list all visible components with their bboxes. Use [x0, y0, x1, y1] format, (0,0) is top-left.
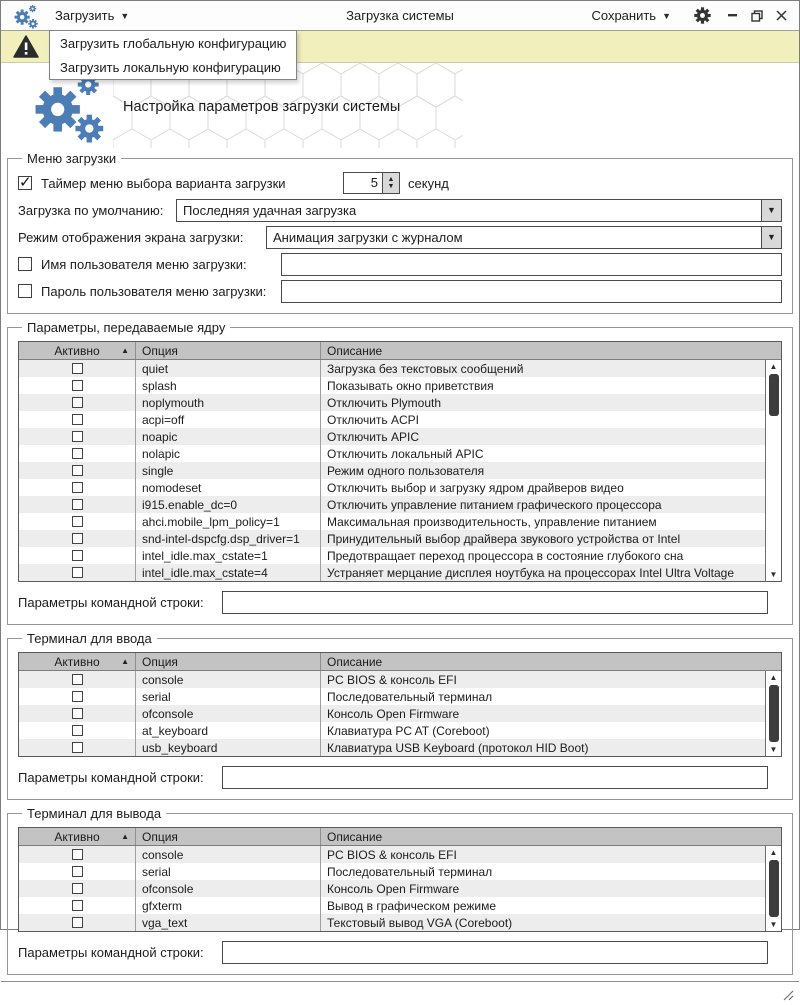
table-row[interactable] [19, 897, 765, 914]
description-cell: Отключить выбор и загрузку ядром драйверов видео [327, 480, 624, 495]
description-cell: Устраняет мерцание дисплея ноутбука на процессорах Intel Ultra Voltage [327, 565, 734, 580]
timer-label: Таймер меню выбора варианта загрузки [41, 175, 286, 191]
default-boot-value: Последняя удачная загрузка [183, 202, 357, 218]
row-active-checkbox[interactable] [72, 499, 83, 510]
table-row[interactable] [19, 880, 765, 897]
password-row [18, 278, 782, 304]
load-menu-label: Загрузить [55, 8, 115, 23]
description-cell: PC BIOS & консоль EFI [327, 672, 457, 687]
row-active-checkbox[interactable] [72, 708, 83, 719]
sort-asc-icon: ▲ [121, 832, 129, 841]
column-header-option[interactable]: Опция [136, 828, 321, 845]
scrollbar-thumb[interactable] [769, 374, 779, 416]
table-header [19, 653, 781, 671]
option-cell: vga_text [136, 914, 321, 931]
row-active-checkbox[interactable] [72, 917, 83, 928]
table-header [19, 342, 781, 360]
output-terminal-cmdline-row [18, 938, 782, 966]
row-active-checkbox[interactable] [72, 567, 83, 578]
table-row[interactable] [19, 394, 765, 411]
column-header-description[interactable]: Описание [327, 343, 383, 358]
option-cell: console [136, 846, 321, 863]
description-cell: Отключить ACPI [327, 412, 419, 427]
row-active-checkbox[interactable] [72, 516, 83, 527]
banner-title: Настройка параметров загрузки системы [123, 99, 401, 115]
password-checkbox[interactable] [18, 284, 32, 298]
option-cell: nolapic [136, 445, 321, 462]
scroll-up-icon[interactable]: ▲ [769, 848, 778, 857]
menubar [1, 1, 799, 31]
username-row [18, 251, 782, 277]
table-row[interactable] [19, 496, 765, 513]
row-active-checkbox[interactable] [72, 448, 83, 459]
row-active-checkbox[interactable] [72, 465, 83, 476]
username-input[interactable] [281, 253, 782, 276]
table-row[interactable] [19, 863, 765, 880]
table-row[interactable] [19, 705, 765, 722]
sort-asc-icon: ▲ [121, 346, 129, 355]
output-terminal-table [18, 827, 782, 932]
vertical-scrollbar[interactable] [765, 671, 781, 756]
column-header-active[interactable]: Активно ▲ [19, 653, 136, 670]
description-cell: Консоль Open Firmware [327, 706, 460, 721]
table-row[interactable] [19, 462, 765, 479]
banner-gears-icon [27, 71, 111, 141]
save-menu-label: Сохранить [591, 8, 657, 23]
warning-icon [13, 35, 39, 59]
scrollbar-thumb[interactable] [769, 685, 779, 742]
option-cell: noplymouth [136, 394, 321, 411]
description-cell: Принудительный выбор драйвера звукового устройства от Intel [327, 531, 681, 546]
column-header-active[interactable]: Активно ▲ [19, 828, 136, 845]
row-active-checkbox[interactable] [72, 363, 83, 374]
maximize-button[interactable] [747, 6, 767, 26]
timer-value: 5 [344, 173, 382, 193]
output-terminal-cmdline-input[interactable] [222, 941, 768, 964]
load-dropdown-menu [49, 30, 297, 80]
table-row[interactable] [19, 428, 765, 445]
scroll-down-icon[interactable]: ▼ [769, 745, 778, 754]
kernel-cmdline-row [18, 588, 782, 616]
description-cell: Последовательный терминал [327, 864, 493, 879]
default-boot-row [18, 197, 782, 223]
kernel-params-legend: Параметры, передаваемые ядру [27, 320, 226, 335]
menu-item-load-global-config[interactable]: Загрузить глобальную конфигурацию [60, 35, 287, 51]
option-cell: acpi=off [136, 411, 321, 428]
row-active-checkbox[interactable] [72, 533, 83, 544]
column-header-option[interactable]: Опция [136, 342, 321, 359]
option-cell: intel_idle.max_cstate=1 [136, 547, 321, 564]
row-active-checkbox[interactable] [72, 849, 83, 860]
option-cell: serial [136, 688, 321, 705]
display-mode-row [18, 224, 782, 250]
settings-gear-button[interactable] [691, 5, 713, 27]
table-row[interactable] [19, 445, 765, 462]
option-cell: ofconsole [136, 880, 321, 897]
option-cell: snd-intel-dspcfg.dsp_driver=1 [136, 530, 321, 547]
input-terminal-table-body [19, 671, 781, 756]
scroll-down-icon[interactable]: ▼ [769, 920, 778, 929]
save-menu-button[interactable] [581, 8, 681, 23]
main-content [1, 148, 799, 981]
password-input[interactable] [281, 280, 782, 303]
username-label: Имя пользователя меню загрузки: [41, 256, 247, 272]
sort-asc-icon: ▲ [121, 657, 129, 666]
option-cell: ahci.mobile_lpm_policy=1 [136, 513, 321, 530]
table-row[interactable] [19, 513, 765, 530]
table-row[interactable] [19, 914, 765, 931]
column-header-description[interactable]: Описание [327, 654, 383, 669]
chevron-down-icon: ▼ [120, 10, 130, 21]
option-cell: splash [136, 377, 321, 394]
app-gears-icon [13, 4, 39, 28]
description-cell: Вывод в графическом режиме [327, 898, 497, 913]
username-checkbox[interactable] [18, 257, 32, 271]
cmdline-label: Параметры командной строки: [18, 594, 204, 610]
window-title: Загрузка системы [346, 8, 454, 23]
table-row[interactable] [19, 530, 765, 547]
menu-item-load-local-config[interactable]: Загрузить локальную конфигурацию [60, 59, 281, 75]
option-cell: nomodeset [136, 479, 321, 496]
option-cell: usb_keyboard [136, 739, 321, 756]
table-row[interactable] [19, 739, 765, 756]
output-terminal-legend: Терминал для вывода [27, 806, 162, 821]
description-cell: Предотвращает переход процессора в состояние глубокого сна [327, 548, 684, 563]
scroll-down-icon[interactable]: ▼ [769, 570, 778, 579]
table-header [19, 828, 781, 846]
row-active-checkbox[interactable] [72, 674, 83, 685]
table-row[interactable] [19, 411, 765, 428]
kernel-params-group [7, 320, 793, 625]
chevron-down-icon: ▼ [662, 10, 671, 21]
table-row[interactable] [19, 846, 765, 863]
row-active-checkbox[interactable] [72, 742, 83, 753]
option-cell: at_keyboard [136, 722, 321, 739]
description-cell: Отключить локальный APIC [327, 446, 484, 461]
password-label: Пароль пользователя меню загрузки: [41, 283, 267, 299]
timer-unit: секунд [408, 175, 449, 191]
column-header-description[interactable]: Описание [327, 829, 383, 844]
table-row[interactable] [19, 547, 765, 564]
option-cell: i915.enable_dc=0 [136, 496, 321, 513]
description-cell: Показывать окно приветствия [327, 378, 494, 393]
input-terminal-legend: Терминал для ввода [27, 631, 152, 646]
option-cell: serial [136, 863, 321, 880]
table-row[interactable] [19, 564, 765, 581]
input-terminal-group [7, 631, 793, 800]
timer-row [18, 170, 782, 196]
description-cell: Режим одного пользователя [327, 463, 485, 478]
kernel-cmdline-input[interactable] [222, 591, 768, 614]
kernel-params-table [18, 341, 782, 582]
vertical-scrollbar[interactable] [765, 846, 781, 931]
description-cell: Отключить управление питанием графического процессора [327, 497, 662, 512]
display-mode-label: Режим отображения экрана загрузки: [18, 229, 244, 245]
description-cell: Консоль Open Firmware [327, 881, 460, 896]
description-cell: Текстовый вывод VGA (Coreboot) [327, 915, 513, 930]
default-boot-combobox[interactable] [176, 199, 782, 222]
spinner-arrows-icon[interactable]: ▲ ▼ [382, 173, 399, 193]
table-row[interactable] [19, 688, 765, 705]
description-cell: Клавиатура PC AT (Coreboot) [327, 723, 490, 738]
description-cell: Максимальная производительность, управление питанием [327, 514, 657, 529]
description-cell: Отключить APIC [327, 429, 419, 444]
minimize-button[interactable] [723, 6, 743, 26]
row-active-checkbox[interactable] [72, 397, 83, 408]
description-cell: Отключить Plymouth [327, 395, 442, 410]
display-mode-combobox[interactable] [266, 226, 782, 249]
input-terminal-cmdline-row [18, 763, 782, 791]
scrollbar-thumb[interactable] [769, 860, 779, 917]
row-active-checkbox[interactable] [72, 482, 83, 493]
vertical-scrollbar[interactable] [765, 360, 781, 581]
row-active-checkbox[interactable] [72, 691, 83, 702]
table-row[interactable] [19, 377, 765, 394]
output-terminal-table-body [19, 846, 781, 931]
combo-arrow-icon[interactable]: ▼ [761, 227, 781, 248]
scroll-up-icon[interactable]: ▲ [769, 362, 778, 371]
boot-menu-legend: Меню загрузки [27, 151, 117, 166]
column-header-active[interactable]: Активно ▲ [19, 342, 136, 359]
description-cell: PC BIOS & консоль EFI [327, 847, 457, 862]
table-row[interactable] [19, 360, 765, 377]
timer-checkbox[interactable] [18, 176, 32, 190]
description-cell: Клавиатура USB Keyboard (протокол HID Boot) [327, 740, 589, 755]
close-button[interactable] [771, 6, 791, 26]
table-row[interactable] [19, 722, 765, 739]
resize-grip-icon[interactable] [782, 989, 795, 1002]
input-terminal-cmdline-input[interactable] [222, 766, 768, 789]
option-cell: console [136, 671, 321, 688]
row-active-checkbox[interactable] [72, 550, 83, 561]
description-cell: Загрузка без текстовых сообщений [327, 361, 524, 376]
boot-menu-group [7, 151, 793, 314]
option-cell: single [136, 462, 321, 479]
load-menu-button[interactable] [45, 1, 139, 30]
option-cell: gfxterm [136, 897, 321, 914]
description-cell: Последовательный терминал [327, 689, 493, 704]
row-active-checkbox[interactable] [72, 866, 83, 877]
table-row[interactable] [19, 671, 765, 688]
scroll-up-icon[interactable]: ▲ [769, 673, 778, 682]
column-header-option[interactable]: Опция [136, 653, 321, 670]
row-active-checkbox[interactable] [72, 431, 83, 442]
cmdline-label: Параметры командной строки: [18, 769, 204, 785]
output-terminal-group [7, 806, 793, 975]
cmdline-label: Параметры командной строки: [18, 944, 204, 960]
status-bar [1, 981, 799, 1005]
input-terminal-table [18, 652, 782, 757]
timer-spinner[interactable] [343, 172, 400, 194]
row-active-checkbox[interactable] [72, 883, 83, 894]
option-cell: noapic [136, 428, 321, 445]
default-boot-label: Загрузка по умолчанию: [18, 202, 164, 218]
row-active-checkbox[interactable] [72, 414, 83, 425]
row-active-checkbox[interactable] [72, 380, 83, 391]
row-active-checkbox[interactable] [72, 900, 83, 911]
kernel-params-table-body [19, 360, 781, 581]
option-cell: intel_idle.max_cstate=4 [136, 564, 321, 581]
row-active-checkbox[interactable] [72, 725, 83, 736]
option-cell: quiet [136, 360, 321, 377]
option-cell: ofconsole [136, 705, 321, 722]
combo-arrow-icon[interactable]: ▼ [761, 200, 781, 221]
table-row[interactable] [19, 479, 765, 496]
display-mode-value: Анимация загрузки с журналом [273, 229, 463, 245]
